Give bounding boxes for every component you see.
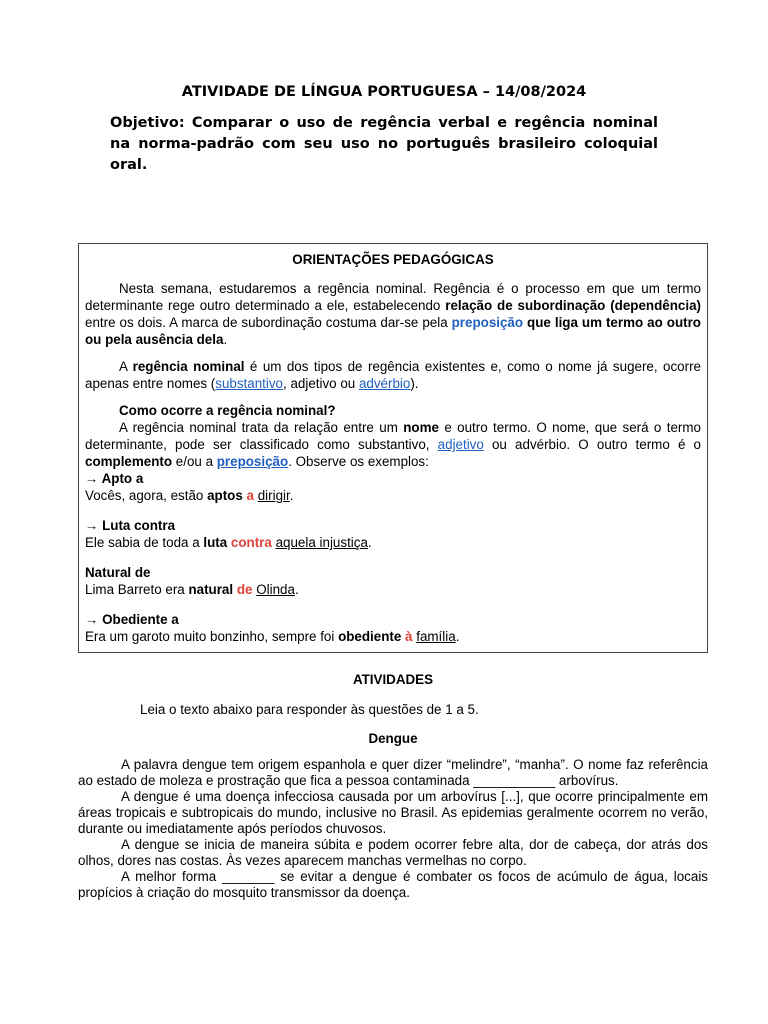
text-run: Nesta semana, estudaremos a regência nominal. Regência é o processo em que um termo determinante rege outro determinado a ele, estabelecendo <box>85 281 701 313</box>
example-preposition: a <box>246 488 254 503</box>
question-heading <box>85 402 701 419</box>
example-complement: família <box>416 629 456 644</box>
bold-term: regência nominal <box>132 359 245 374</box>
text-paragraph-2: A dengue é uma doença infecciosa causada por um arbovírus [...], que ocorre principalmente em áreas tropicais e subtropicais do mundo, inclusive no Brasil. As epidemias geralmente ocorrem no verão, durante ou imediatamente após períodos chuvosos. <box>78 789 708 836</box>
example-3 <box>85 564 701 598</box>
example-1 <box>85 470 701 504</box>
bold-term: complemento <box>85 454 173 469</box>
link-substantivo[interactable]: substantivo <box>215 376 284 391</box>
text-paragraph-3: A dengue se inicia de maneira súbita e podem ocorrer febre alta, dor de cabeça, dor atrás dos olhos, dores nas costas. Às vezes aparecem manchas vermelhas no corpo. <box>78 837 708 868</box>
text-run: . <box>455 629 460 644</box>
example-complement: dirigir <box>257 488 290 503</box>
example-noun: natural <box>188 582 234 597</box>
text-run: . Observe os exemplos: <box>288 454 429 469</box>
example-noun: luta <box>203 535 228 550</box>
text-run: ). <box>410 376 419 391</box>
text-paragraph-4: A melhor forma _______ se evitar a dengue é combater os focos de acúmulo de água, locais propícios à criação do mosquito transmissor da doença. <box>78 869 708 900</box>
example-complement: aquela injustiça <box>275 535 368 550</box>
atividades-title: ATIVIDADES <box>352 672 434 687</box>
page-title: ATIVIDADE DE LÍNGUA PORTUGUESA – 14/08/2024 <box>181 84 587 100</box>
example-sentence <box>85 534 701 551</box>
highlight-preposicao: preposição <box>451 315 524 330</box>
bold-term: nome <box>403 420 439 435</box>
link-adjetivo[interactable]: adjetivo <box>437 437 484 452</box>
text-run: Lima Barreto era <box>85 582 189 597</box>
example-sentence <box>85 628 701 645</box>
text-run: A <box>119 359 133 374</box>
example-preposition: de <box>236 582 253 597</box>
example-2 <box>85 517 701 551</box>
example-heading: Natural de <box>85 565 151 580</box>
example-complement: Olinda <box>256 582 295 597</box>
example-noun: obediente <box>338 629 402 644</box>
orientacoes-paragraph-1 <box>85 280 701 348</box>
bold-term: relação de subordinação (dependência) <box>445 298 701 313</box>
orientacoes-title: ORIENTAÇÕES PEDAGÓGICAS <box>292 252 494 267</box>
atividades-instruction: Leia o texto abaixo para responder às questões de 1 a 5. <box>140 702 479 717</box>
example-heading: → Apto a <box>85 471 144 486</box>
text-paragraph-1: A palavra dengue tem origem espanhola e quer dizer “melindre”, “manha”. O nome faz referência ao estado de moleza e prostração que fica a pessoa contaminada ___________ arbovírus. <box>78 757 708 788</box>
link-preposicao[interactable]: preposição <box>216 454 289 469</box>
example-preposition: à <box>405 629 413 644</box>
orientacoes-paragraph-2 <box>85 358 701 392</box>
orientacoes-paragraph-3 <box>85 419 701 470</box>
text-run: . <box>294 582 299 597</box>
text-body <box>78 757 708 901</box>
example-heading: → Obediente a <box>85 612 179 627</box>
orientacoes-box <box>78 243 708 653</box>
example-sentence <box>85 487 701 504</box>
text-run: Ele sabia de toda a <box>85 535 204 550</box>
text-run: A regência nominal trata da relação entre um <box>119 420 404 435</box>
text-run: e outro termo. O nome, que será o termo determinante, pode ser classificado como substantivo, <box>85 420 701 452</box>
text-run: é um dos tipos de regência existentes e, como o nome já sugere, ocorre apenas entre nomes ( <box>85 359 701 391</box>
example-4 <box>85 611 701 645</box>
bold-term: Como ocorre a regência nominal? <box>119 403 336 418</box>
example-heading: → Luta contra <box>85 518 176 533</box>
example-preposition: contra <box>230 535 272 550</box>
bold-term: que liga um termo ao outro ou pela ausência dela <box>85 315 701 347</box>
text-run: . <box>223 332 228 347</box>
text-run: Era um garoto muito bonzinho, sempre foi <box>85 629 339 644</box>
example-sentence <box>85 581 701 598</box>
text-run: e/ou a <box>172 454 217 469</box>
text-run: . <box>367 535 372 550</box>
text-run: entre os dois. A marca de subordinação costuma dar-se pela <box>85 315 452 330</box>
text-title: Dengue <box>368 731 418 746</box>
example-noun: aptos <box>207 488 243 503</box>
text-run: . <box>289 488 294 503</box>
link-adverbio[interactable]: advérbio <box>358 376 411 391</box>
text-run: , adjetivo ou <box>283 376 359 391</box>
text-run: Vocês, agora, estão <box>85 488 208 503</box>
objective-text: Objetivo: Comparar o uso de regência verbal e regência nominal na norma-padrão com seu uso no português brasileiro coloquial oral. <box>110 115 658 173</box>
text-run: ou advérbio. O outro termo é o <box>483 437 701 452</box>
